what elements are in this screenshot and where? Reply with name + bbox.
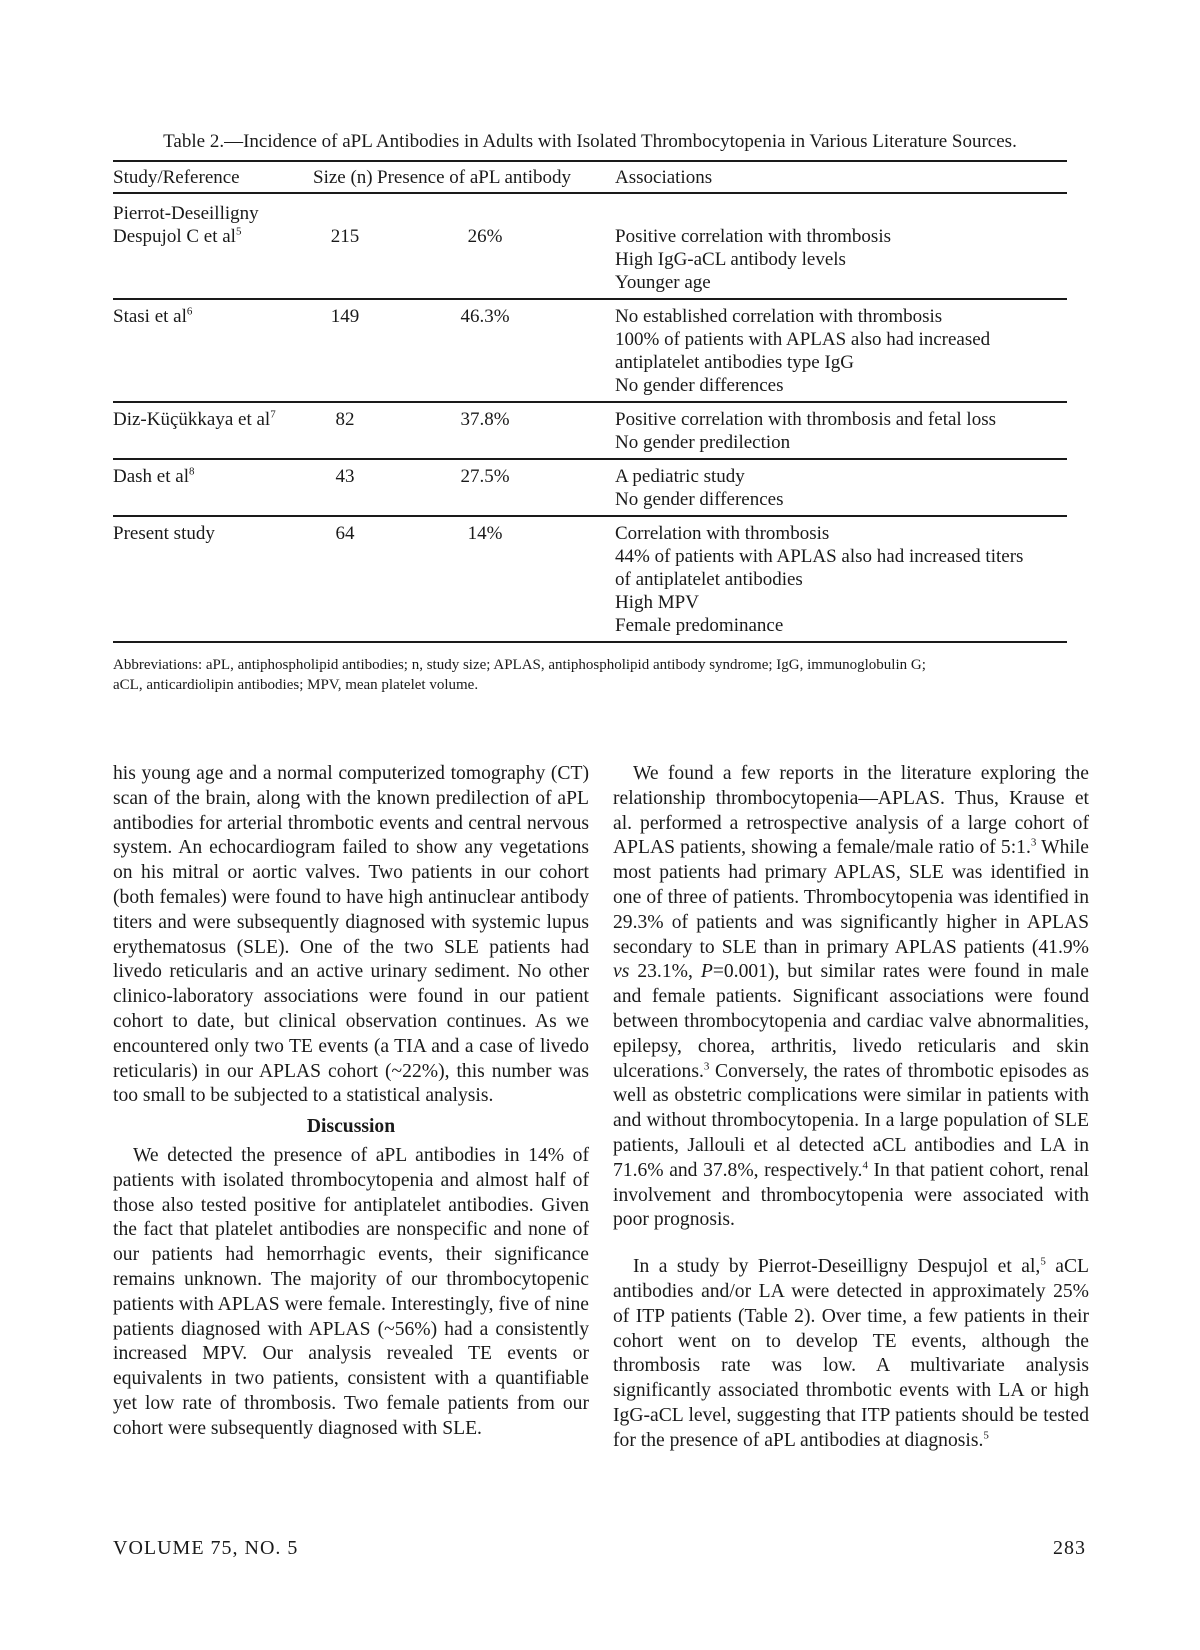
study-cell: Present study bbox=[113, 516, 313, 642]
study-name: Diz-Küçükkaya et al bbox=[113, 409, 271, 430]
footer-page-number: 283 bbox=[1053, 1537, 1086, 1559]
presence-cell: 26% bbox=[377, 193, 593, 299]
associations-cell bbox=[593, 516, 1067, 642]
association-item: A pediatric study bbox=[615, 466, 745, 487]
presence-cell: 37.8% bbox=[377, 402, 593, 459]
table-header-row bbox=[113, 161, 1067, 193]
association-item: 44% of patients with APLAS also had increased titers bbox=[615, 546, 1024, 567]
body-paragraph: We detected the presence of aPL antibodies in 14% of patients with isolated thrombocytopenia and almost half of those also tested positive for antiplatelet antibodies. Given the fact that platelet antibodies are nonspecific and none of our patients had hemorrhagic events, their significance remains unknown. The majority of our thrombocytopenic patients with APLAS were female. Interestingly, five of nine patients diagnosed with APLAS (~56%) had a consistently increased MPV. Our analysis revealed TE events or equivalents in two patients, consistent with a quantifiable yet low rate of thrombosis. Two female patients from our cohort were subsequently diagnosed with SLE. bbox=[113, 1144, 589, 1439]
association-item: Positive correlation with thrombosis and fetal loss bbox=[615, 409, 997, 430]
header-associations: Associations bbox=[593, 161, 1067, 193]
presence-cell: 14% bbox=[377, 516, 593, 642]
association-item: Positive correlation with thrombosis bbox=[615, 226, 892, 247]
associations-cell bbox=[593, 459, 1067, 516]
section-heading-discussion: Discussion bbox=[306, 1116, 396, 1138]
associations-cell bbox=[593, 193, 1067, 299]
size-cell: 215 bbox=[313, 193, 377, 299]
reference-number: 6 bbox=[186, 305, 193, 318]
study-cell bbox=[113, 193, 313, 299]
association-item: High MPV bbox=[615, 592, 699, 613]
study-name: Pierrot-Deseilligny bbox=[113, 203, 259, 224]
body-paragraph: We found a few reports in the literature exploring the relationship thrombocytopenia—APLAS. Thus, Krause et al. performed a retrospective analysis of a large cohort of APLAS patients, showing a female/male ratio of 5:1.$^3$ While most patients had primary APLAS, SLE was identified in one of three of patients. Thrombocytopenia was identified in 29.3% of patients and was significantly higher in APLAS secondary to SLE than in primary APLAS patients (41.9% vs 23.1%, P=0.001), but similar rates were found in male and female patients. Significant associations were found between thrombocytopenia and cardiac valve abnormalities, epilepsy, chorea, arthritis, livedo reticularis and skin ulcerations.$^3$ Conversely, the rates of thrombotic episodes as well as obstetric complications were similar in patients with and without thrombocytopenia. In a large population of SLE patients, Jallouli et al detected aCL antibodies and LA in 71.6% and 37.8%, respectively.$^4$ In that patient cohort, renal involvement and thrombocytopenia were associated with poor prognosis. bbox=[613, 763, 1090, 1231]
study-cell bbox=[113, 402, 313, 459]
table-caption: Table 2.—Incidence of aPL Antibodies in Adults with Isolated Thrombocytopenia in Various Literature Sources. bbox=[163, 131, 1017, 152]
study-name: Dash et al bbox=[113, 466, 189, 487]
associations-cell bbox=[593, 402, 1067, 459]
reference-number: 5 bbox=[235, 225, 242, 238]
left-column bbox=[113, 762, 589, 1442]
body-paragraph: In a study by Pierrot-Deseilligny Despujol et al,$^5$ aCL antibodies and/or LA were detected in approximately 25% of ITP patients (Table 2). Over time, a few patients in their cohort went on to develop TE events, although the thrombosis rate was low. A multivariate analysis significantly associated thrombotic events with LA or high IgG-aCL level, suggesting that ITP patients should be tested for the presence of aPL antibodies at diagnosis.$^5$ bbox=[613, 1255, 1089, 1451]
study-name: Despujol C et al bbox=[113, 226, 236, 247]
header-study: Study/Reference bbox=[113, 161, 313, 193]
study-cell bbox=[113, 459, 313, 516]
table-row bbox=[113, 459, 1067, 516]
presence-cell: 46.3% bbox=[377, 299, 593, 402]
table-row bbox=[113, 402, 1067, 459]
size-cell: 43 bbox=[313, 459, 377, 516]
study-cell bbox=[113, 299, 313, 402]
study-name: Stasi et al bbox=[113, 306, 187, 327]
presence-cell: 27.5% bbox=[377, 459, 593, 516]
association-item: Female predominance bbox=[615, 615, 784, 636]
footer-volume: VOLUME 75, NO. 5 bbox=[113, 1537, 299, 1559]
association-item: No gender differences bbox=[615, 375, 784, 396]
size-cell: 64 bbox=[313, 516, 377, 642]
association-item: No gender differences bbox=[615, 489, 784, 510]
reference-number: 3 bbox=[1030, 836, 1037, 849]
right-column bbox=[613, 762, 1089, 1454]
reference-number: 7 bbox=[270, 408, 276, 421]
table-row bbox=[113, 299, 1067, 402]
header-presence: Presence of aPL antibody bbox=[377, 161, 593, 193]
reference-number: 5 bbox=[1040, 1255, 1046, 1268]
association-item: 100% of patients with APLAS also had increased bbox=[615, 329, 991, 350]
size-cell: 82 bbox=[313, 402, 377, 459]
data-table bbox=[113, 160, 1067, 643]
reference-number: 4 bbox=[862, 1159, 868, 1172]
association-item: Correlation with thrombosis bbox=[615, 523, 830, 544]
reference-number: 3 bbox=[703, 1060, 710, 1073]
associations-cell bbox=[593, 299, 1067, 402]
association-item: of antiplatelet antibodies bbox=[615, 569, 803, 590]
table-row bbox=[113, 193, 1067, 299]
association-item: High IgG-aCL antibody levels bbox=[615, 249, 846, 270]
association-item: No gender predilection bbox=[615, 432, 791, 453]
reference-number: 5 bbox=[983, 1429, 989, 1442]
association-item: No established correlation with thrombosis bbox=[615, 306, 943, 327]
header-size: Size (n) bbox=[313, 161, 377, 193]
reference-number: 8 bbox=[188, 465, 195, 478]
table-2 bbox=[113, 130, 1067, 695]
association-item: Younger age bbox=[615, 272, 711, 293]
body-paragraph: his young age and a normal computerized tomography (CT) scan of the brain, along with the known predilection of aPL antibodies for arterial thrombotic events and central nervous system. An echocardiogram failed to show any vegetations on his mitral or aortic valves. Two patients in our cohort (both females) were found to have high antinuclear antibody titers and were subsequently diagnosed with systemic lupus erythematosus (SLE). One of the two SLE patients had livedo reticularis and an active urinary sediment. No other clinico-laboratory associations were found in our patient cohort to date, but clinical observation continues. As we encountered only two TE events (a TIA and a case of livedo reticularis) in our APLAS cohort (~22%), this number was too small to be subjected to a statistical analysis. bbox=[113, 763, 589, 1107]
table-row bbox=[113, 516, 1067, 642]
association-item: antiplatelet antibodies type IgG bbox=[615, 352, 855, 373]
size-cell: 149 bbox=[313, 299, 377, 402]
table-abbreviations: Abbreviations: aPL, antiphospholipid antibodies; n, study size; APLAS, antiphospholipid antibody syndrome; IgG, immunoglobulin G; aCL, anticardiolipin antibodies; MPV, mean platelet volume. bbox=[113, 657, 926, 693]
